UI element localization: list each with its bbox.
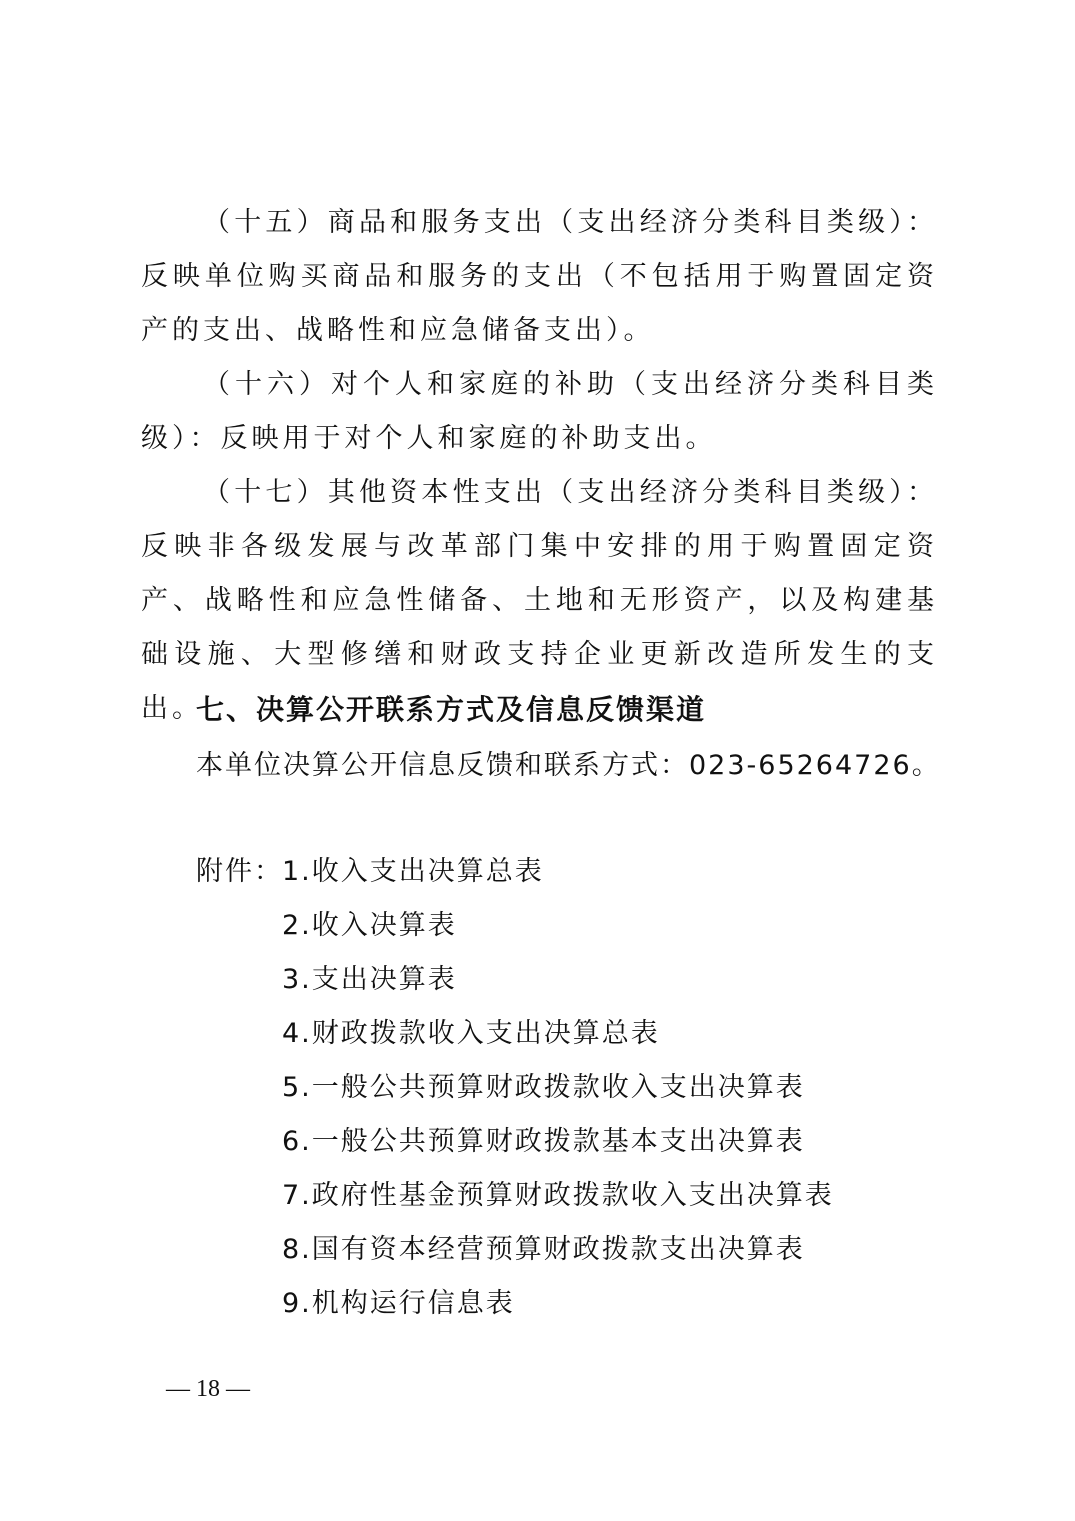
contact-info: 本单位决算公开信息反馈和联系方式：023-65264726。 <box>196 750 941 781</box>
attachment-item: 1.收入支出决算总表 <box>282 856 544 887</box>
attachment-item: 3.支出决算表 <box>282 964 457 995</box>
paragraph-household-subsidy: （十六）对个人和家庭的补助（支出经济分类科目类级）：反映用于对个人和家庭的补助支出。 <box>141 369 938 454</box>
paragraph-commodity-services-expenditure: （十五）商品和服务支出（支出经济分类科目类级）：反映单位购买商品和服务的支出（不包括用于购置固定资产的支出、战略性和应急储备支出）。 <box>141 207 938 346</box>
attachment-item: 5.一般公共预算财政拨款收入支出决算表 <box>282 1072 805 1103</box>
section-heading-contact: 七、决算公开联系方式及信息反馈渠道 <box>196 693 707 726</box>
attachments-label: 附件： <box>196 856 283 887</box>
attachment-item: 4.财政拨款收入支出决算总表 <box>282 1018 660 1049</box>
attachment-item: 7.政府性基金预算财政拨款收入支出决算表 <box>282 1180 834 1211</box>
attachments-list <box>282 845 834 1331</box>
attachment-item: 6.一般公共预算财政拨款基本支出决算表 <box>282 1126 805 1157</box>
attachment-item: 2.收入决算表 <box>282 910 457 941</box>
paragraph-other-capital-expenditure: （十七）其他资本性支出（支出经济分类科目类级）：反映非各级发展与改革部门集中安排的用于购置固定资产、战略性和应急性储备、土地和无形资产，以及构建基础设施、大型修缮和财政支持企业更新改造所发生的支出。 <box>141 477 938 724</box>
attachment-item: 9.机构运行信息表 <box>282 1288 515 1319</box>
page-number: — 18 — <box>166 1376 250 1402</box>
attachment-item: 8.国有资本经营预算财政拨款支出决算表 <box>282 1234 805 1265</box>
